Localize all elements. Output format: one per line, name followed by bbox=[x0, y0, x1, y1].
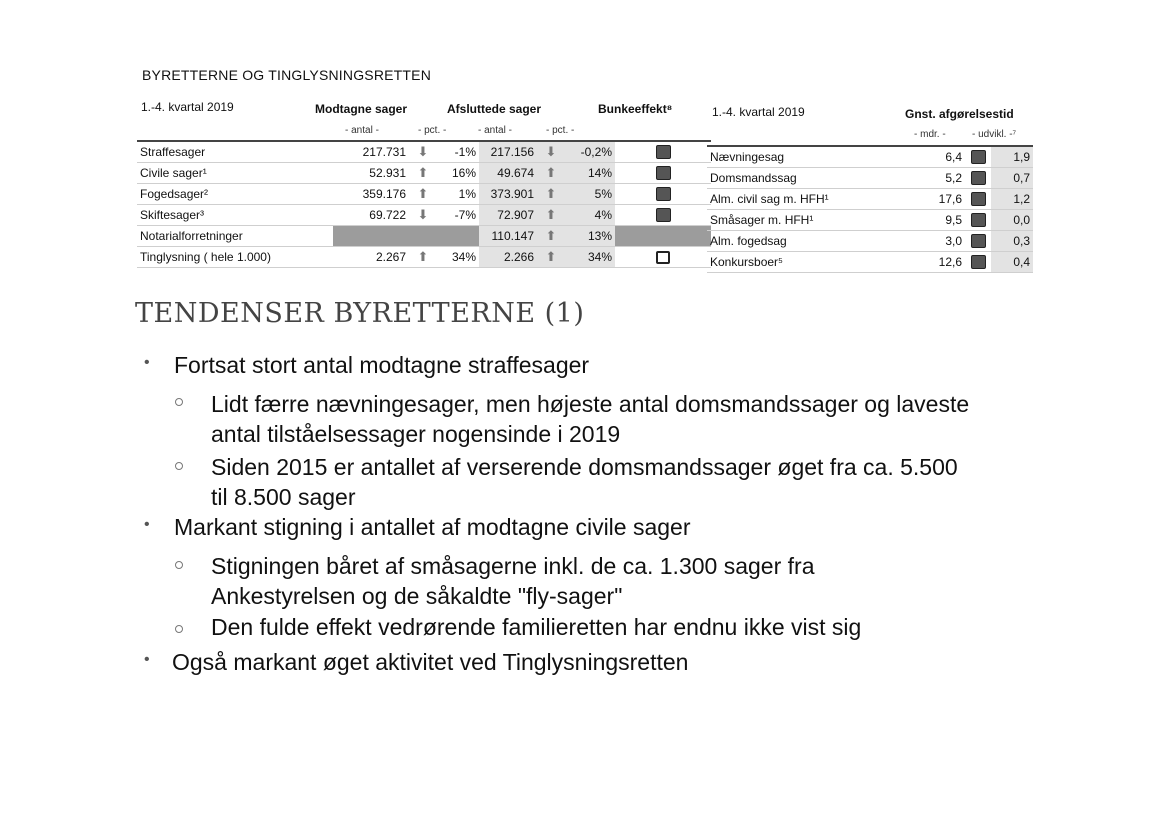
received-pct: 34% bbox=[437, 247, 479, 268]
closed-count: 49.674 bbox=[479, 163, 537, 184]
status-light-icon bbox=[615, 226, 711, 247]
development-value: 0,0 bbox=[991, 210, 1033, 231]
closed-trend-icon: ⬆ bbox=[537, 163, 565, 184]
status-light-cell bbox=[965, 189, 991, 210]
sub-bullet-circle bbox=[175, 398, 183, 406]
page-title: BYRETTERNE OG TINGLYSNINGSRETTEN bbox=[142, 67, 432, 83]
status-light-cell bbox=[965, 146, 991, 168]
received-count bbox=[333, 226, 409, 247]
status-light-icon bbox=[971, 150, 986, 164]
closed-count: 2.266 bbox=[479, 247, 537, 268]
case-statistics-table bbox=[137, 140, 711, 268]
received-pct: -1% bbox=[437, 141, 479, 163]
row-label: Konkursboer⁵ bbox=[707, 252, 909, 273]
closed-trend-icon: ⬆ bbox=[537, 226, 565, 247]
status-light-icon bbox=[971, 192, 986, 206]
row-label: Nævningesag bbox=[707, 146, 909, 168]
table-row bbox=[137, 205, 711, 226]
status-light-cell bbox=[965, 168, 991, 189]
received-pct: 16% bbox=[437, 163, 479, 184]
closed-count: 373.901 bbox=[479, 184, 537, 205]
status-light-cell bbox=[965, 210, 991, 231]
bullet-dot: • bbox=[144, 516, 150, 533]
table-row bbox=[137, 163, 711, 184]
processing-time-table bbox=[707, 145, 1033, 273]
bullet-2: Markant stigning i antallet af modtagne civile sager bbox=[174, 514, 691, 540]
months-value: 17,6 bbox=[909, 189, 965, 210]
table-row bbox=[707, 231, 1033, 252]
row-label: Fogedsager² bbox=[137, 184, 333, 205]
received-count: 359.176 bbox=[333, 184, 409, 205]
closed-pct: 34% bbox=[565, 247, 615, 268]
received-trend-icon: ⬆ bbox=[409, 184, 437, 205]
bullet-2-2: Den fulde effekt vedrørende familieretten har endnu ikke vist sig bbox=[211, 614, 862, 640]
closed-trend-icon: ⬆ bbox=[537, 205, 565, 226]
closed-count: 110.147 bbox=[479, 226, 537, 247]
development-value: 0,3 bbox=[991, 231, 1033, 252]
closed-pct: 5% bbox=[565, 184, 615, 205]
sub-udvikl: - udvikl. -⁷ bbox=[972, 129, 1017, 140]
table-row bbox=[707, 252, 1033, 273]
status-light-icon bbox=[971, 171, 986, 185]
received-pct: 1% bbox=[437, 184, 479, 205]
row-label: Domsmandssag bbox=[707, 168, 909, 189]
sub-mdr: - mdr. - bbox=[914, 129, 946, 140]
row-label: Skiftesager³ bbox=[137, 205, 333, 226]
received-trend-icon: ⬆ bbox=[409, 163, 437, 184]
section-heading: TENDENSER BYRETTERNE (1) bbox=[135, 298, 585, 329]
bullet-dot: • bbox=[144, 651, 150, 668]
received-pct bbox=[437, 226, 479, 247]
col-received-header: Modtagne sager bbox=[315, 102, 408, 116]
table-row bbox=[137, 226, 711, 247]
bullet-2-1: Stigningen båret af småsagerne inkl. de ca. 1.300 sager fra Ankestyrelsen og de såkaldte "fly-sager" bbox=[211, 553, 815, 609]
received-count: 69.722 bbox=[333, 205, 409, 226]
closed-pct: -0,2% bbox=[565, 141, 615, 163]
status-light-icon bbox=[615, 184, 711, 205]
months-value: 9,5 bbox=[909, 210, 965, 231]
status-light-icon bbox=[971, 213, 986, 227]
row-label: Notarialforretninger bbox=[137, 226, 333, 247]
status-light-icon bbox=[656, 145, 671, 159]
status-light-icon bbox=[656, 208, 671, 222]
table-row bbox=[707, 146, 1033, 168]
table-row bbox=[137, 247, 711, 268]
row-label: Civile sager¹ bbox=[137, 163, 333, 184]
closed-pct: 4% bbox=[565, 205, 615, 226]
bullet-1-2: Siden 2015 er antallet af verserende domsmandssager øget fra ca. 5.500 til 8.500 sager bbox=[211, 454, 958, 510]
row-label: Straffesager bbox=[137, 141, 333, 163]
received-pct: -7% bbox=[437, 205, 479, 226]
development-value: 0,7 bbox=[991, 168, 1033, 189]
status-light-icon bbox=[615, 205, 711, 226]
status-light-icon bbox=[656, 166, 671, 180]
col-closed-header: Afsluttede sager bbox=[447, 102, 542, 116]
received-count: 52.931 bbox=[333, 163, 409, 184]
closed-count: 72.907 bbox=[479, 205, 537, 226]
row-label: Tinglysning ( hele 1.000) bbox=[137, 247, 333, 268]
row-label: Alm. fogedsag bbox=[707, 231, 909, 252]
status-light-icon bbox=[656, 187, 671, 201]
received-count: 217.731 bbox=[333, 141, 409, 163]
status-light-cell bbox=[965, 252, 991, 273]
status-light-icon bbox=[971, 234, 986, 248]
table-row bbox=[707, 210, 1033, 231]
sub-pct-closed: - pct. - bbox=[546, 125, 575, 136]
received-trend-icon bbox=[409, 226, 437, 247]
sub-bullet-circle bbox=[175, 625, 183, 633]
development-value: 1,2 bbox=[991, 189, 1033, 210]
status-light-icon bbox=[656, 251, 670, 264]
bullet-1: Fortsat stort antal modtagne straffesager bbox=[174, 352, 590, 378]
status-light-icon bbox=[615, 247, 711, 268]
closed-trend-icon: ⬆ bbox=[537, 184, 565, 205]
sub-pct-received: - pct. - bbox=[418, 125, 447, 136]
table-row bbox=[137, 141, 711, 163]
status-light-icon bbox=[615, 163, 711, 184]
closed-pct: 13% bbox=[565, 226, 615, 247]
status-light-icon bbox=[971, 255, 986, 269]
sub-bullet-circle bbox=[175, 462, 183, 470]
col-gnst-header: Gnst. afgørelsestid bbox=[905, 107, 1014, 121]
row-label: Småsager m. HFH¹ bbox=[707, 210, 909, 231]
bullet-1-1: Lidt færre nævningesager, men højeste antal domsmandssager og laveste antal tilståelsessager nogensinde i 2019 bbox=[211, 391, 970, 447]
months-value: 6,4 bbox=[909, 146, 965, 168]
status-light-cell bbox=[965, 231, 991, 252]
table-row bbox=[707, 189, 1033, 210]
sub-antal-closed: - antal - bbox=[478, 125, 512, 136]
bullet-dot: • bbox=[144, 354, 150, 371]
bullet-3: Også markant øget aktivitet ved Tinglysningsretten bbox=[172, 649, 689, 675]
months-value: 3,0 bbox=[909, 231, 965, 252]
table-row bbox=[137, 184, 711, 205]
development-value: 0,4 bbox=[991, 252, 1033, 273]
development-value: 1,9 bbox=[991, 146, 1033, 168]
closed-pct: 14% bbox=[565, 163, 615, 184]
months-value: 5,2 bbox=[909, 168, 965, 189]
received-trend-icon: ⬆ bbox=[409, 247, 437, 268]
period-label-left: 1.-4. kvartal 2019 bbox=[141, 100, 234, 114]
received-trend-icon: ⬇ bbox=[409, 205, 437, 226]
row-label: Alm. civil sag m. HFH¹ bbox=[707, 189, 909, 210]
months-value: 12,6 bbox=[909, 252, 965, 273]
received-trend-icon: ⬇ bbox=[409, 141, 437, 163]
status-light-icon bbox=[615, 141, 711, 163]
received-count: 2.267 bbox=[333, 247, 409, 268]
closed-trend-icon: ⬆ bbox=[537, 247, 565, 268]
sub-antal-received: - antal - bbox=[345, 125, 379, 136]
period-label-right: 1.-4. kvartal 2019 bbox=[712, 105, 805, 119]
table-row bbox=[707, 168, 1033, 189]
closed-trend-icon: ⬇ bbox=[537, 141, 565, 163]
col-bunke-header: Bunkeeffekt⁸ bbox=[598, 102, 673, 116]
closed-count: 217.156 bbox=[479, 141, 537, 163]
sub-bullet-circle bbox=[175, 561, 183, 569]
